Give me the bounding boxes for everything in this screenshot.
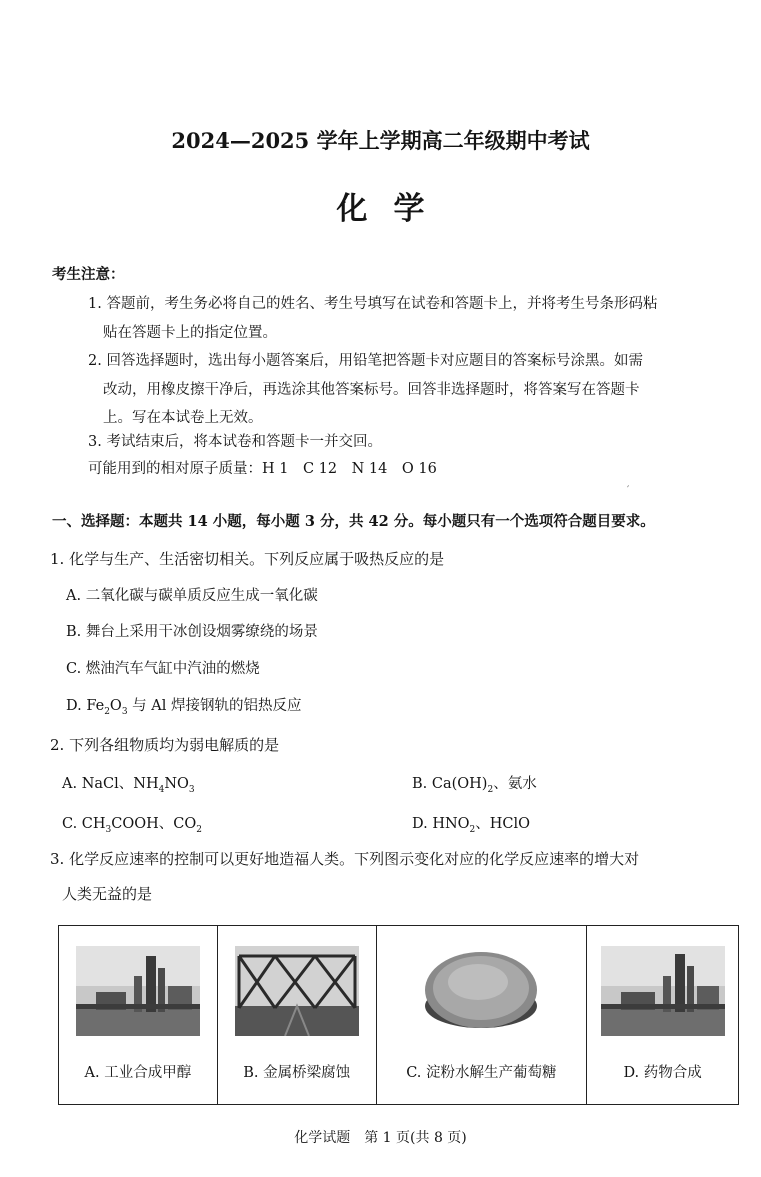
notice-line: 贴在答题卡上的指定位置。 <box>103 325 277 341</box>
exam-title: 2024—2025 学年上学期高二年级期中考试 <box>171 128 590 153</box>
text: D. HNO <box>412 816 470 832</box>
q3-caption-a: A. 工业合成甲醇 <box>84 1065 192 1081</box>
notice-line: 改动，用橡皮擦干净后，再选涂其他答案标号。回答非选择题时，将答案写在答题卡 <box>103 382 640 398</box>
atomic-mass-line: 可能用到的相对原子质量：H 1 C 12 N 14 O 16 <box>88 461 437 477</box>
notice-heading: 考生注意： <box>52 266 125 283</box>
q2-option-c <box>62 812 202 835</box>
text: COOH、CO <box>111 816 197 832</box>
q3-stem-line2: 人类无益的是 <box>62 885 153 903</box>
starch-dish-image <box>416 946 546 1038</box>
q3-caption-b: B. 金属桥梁腐蚀 <box>243 1065 351 1081</box>
bridge-image <box>235 946 359 1036</box>
factory-image <box>601 946 725 1036</box>
subject-title: 化学 <box>336 191 451 227</box>
text: NO <box>164 776 189 792</box>
q1-option-a: A. 二氧化碳与碳单质反应生成一氧化碳 <box>66 588 318 604</box>
q1-option-d <box>66 694 301 717</box>
q3-caption-d: D. 药物合成 <box>623 1065 702 1081</box>
q1-option-c: C. 燃油汽车气缸中汽油的燃烧 <box>66 661 260 677</box>
notice-line: 2. 回答选择题时，选出每小题答案后，用铅笔把答题卡对应题目的答案标号涂黑。如需 <box>88 353 643 369</box>
q3-figure-table <box>58 925 739 1105</box>
q3-cell-d <box>587 926 738 1104</box>
section-title: 一、选择题：本题共 14 小题，每小题 3 分，共 42 分。每小题只有一个选项符合题目要求。 <box>52 513 655 530</box>
q2-option-d <box>412 812 530 835</box>
text: 、HClO <box>475 816 531 832</box>
q1-stem: 1. 化学与生产、生活密切相关。下列反应属于吸热反应的是 <box>50 550 445 568</box>
q2-option-b <box>412 772 537 795</box>
notice-line: 1. 答题前，考生务必将自己的姓名、考生号填写在试卷和答题卡上，并将考生号条形码粘 <box>88 296 658 312</box>
notice-line: 上。写在本试卷上无效。 <box>103 410 263 426</box>
text: A. NaCl、NH <box>62 776 159 792</box>
text: 、氨水 <box>493 776 537 792</box>
q3-stem-line1: 3. 化学反应速率的控制可以更好地造福人类。下列图示变化对应的化学反应速率的增大对 <box>50 850 640 868</box>
notice-line: 3. 考试结束后，将本试卷和答题卡一并交回。 <box>88 434 382 450</box>
subscript: 2 <box>104 706 110 717</box>
q2-stem: 2. 下列各组物质均为弱电解质的是 <box>50 736 280 754</box>
stray-mark: ′ <box>627 485 630 496</box>
subscript: 3 <box>105 824 112 835</box>
subscript: 2 <box>487 784 494 795</box>
subscript: 2 <box>469 824 476 835</box>
subscript: 3 <box>121 706 128 717</box>
text: O <box>109 698 122 714</box>
q3-caption-c: C. 淀粉水解生产葡萄糖 <box>406 1065 557 1081</box>
factory-image <box>76 946 200 1036</box>
text: D. Fe <box>66 698 105 714</box>
q3-cell-b <box>218 926 377 1104</box>
q1-option-b: B. 舞台上采用干冰创设烟雾缭绕的场景 <box>66 624 318 640</box>
q3-cell-c <box>377 926 588 1104</box>
text: 与 Al 焊接钢轨的铝热反应 <box>127 698 302 714</box>
text: C. CH <box>62 816 106 832</box>
subscript: 4 <box>158 784 165 795</box>
text: B. Ca(OH) <box>412 776 488 792</box>
page-footer: 化学试题 第 1 页(共 8 页) <box>294 1130 467 1146</box>
subscript: 2 <box>196 824 203 835</box>
q2-option-a <box>62 772 195 795</box>
q3-cell-a <box>59 926 218 1104</box>
subscript: 3 <box>188 784 195 795</box>
